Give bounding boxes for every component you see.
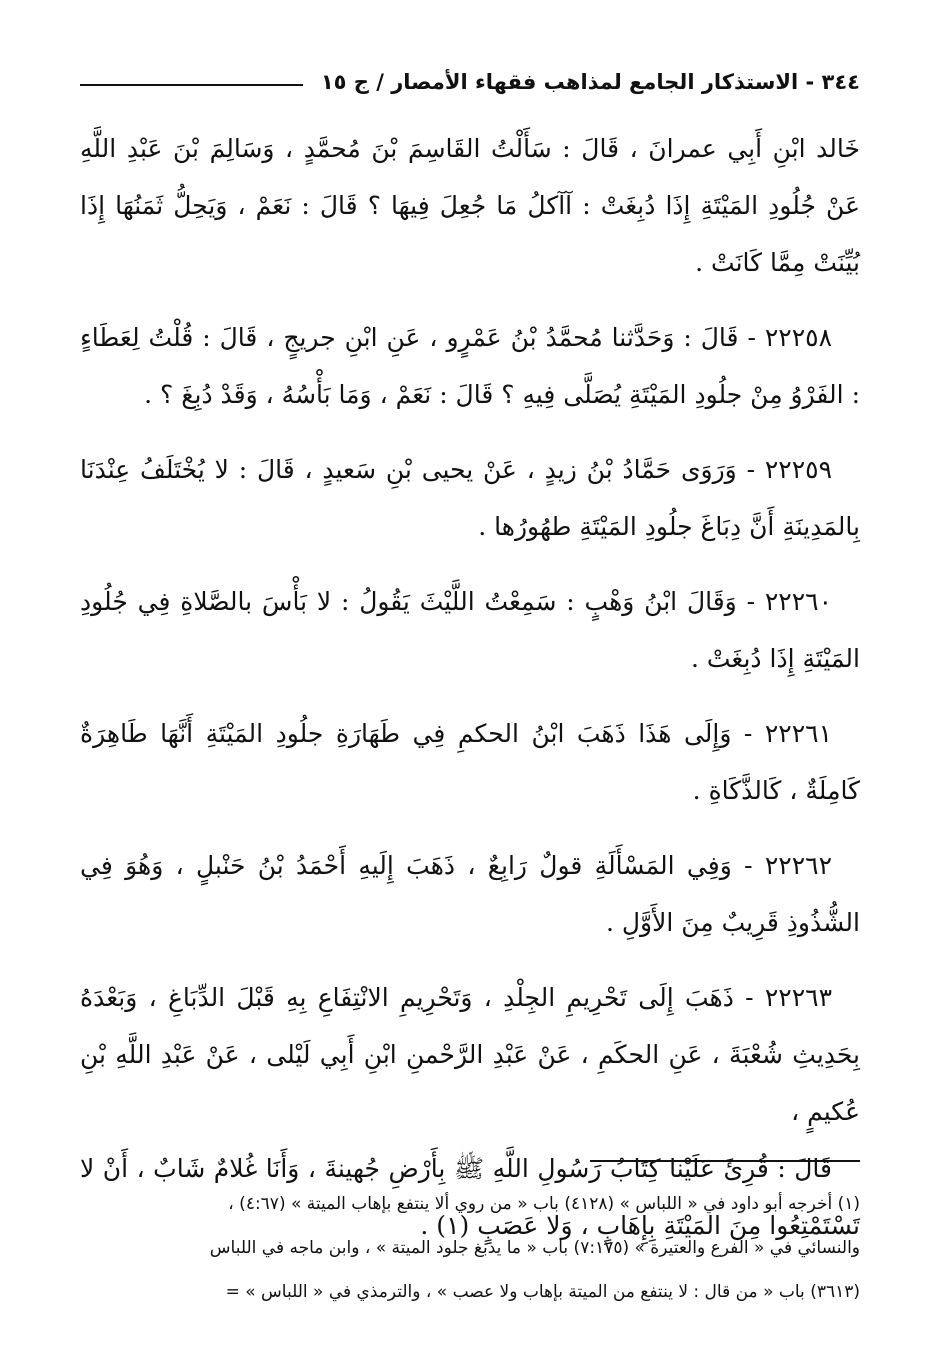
main-text (80, 120, 860, 1272)
footnote-line: (٣٦١٣) باب « من قال : لا ينتفع من الميتة بإهاب ولا عصب » ، والترمذي في « اللباس » = (225, 1282, 860, 1302)
footnote-separator (590, 1160, 860, 1162)
footnote-line: (١) أخرجه أبو داود في « اللباس » (٤١٢٨) باب « من روي ألا ينتفع بإهاب الميتة » (٤:٦٧) ، (228, 1194, 860, 1214)
paragraph-22258: ٢٢٢٥٨ - قَالَ : وَحَدَّثنا مُحمَّدُ بْنُ عَمْرٍو ، عَنِ ابْنِ جريجٍ ، قَالَ : قُلْتُ لِعَطَاءٍ : الفَرْوُ مِنْ جلُودِ المَيْتَةِ يُصَلَّى فِيهِ ؟ قَالَ : نَعَمْ ، وَمَا بَأْسُهُ ، وَقَدْ دُبِغَ ؟ . (80, 323, 860, 409)
header-title: ٣٤٤ - الاستذكار الجامع لمذاهب فقهاء الأمصار / ج ١٥ (320, 70, 860, 94)
paragraph-continuation: خَالد ابْنِ أَبِي عمرانَ ، قَالَ : سَأَلْتُ القَاسِمَ بْنَ مُحمَّدٍ ، وَسَالِمَ بْنَ عَبْدِ اللَّهِ عَنْ جُلُودِ المَيْتَةِ إِذَا دُبِغَتْ : آآكلُ مَا جُعِلَ فِيهَا ؟ قَالَ : نَعَمْ ، وَيَحِلُّ ثَمَنُهَا إِذَا بُيِّنَتْ مِمَّا كَانَتْ . (80, 134, 860, 277)
paragraph-22260: ٢٢٢٦٠ - وَقَالَ ابْنُ وَهْبٍ : سَمِعْتُ اللَّيْثَ يَقُولُ : لا بَأْسَ بالصَّلاةِ فِي جُلُودِ المَيْتَةِ إِذَا دُبِغَتْ . (80, 587, 860, 673)
running-header (80, 62, 860, 102)
paragraph-22259: ٢٢٢٥٩ - وَرَوَى حَمَّادُ بْنُ زيدٍ ، عَنْ يحيى بْنِ سَعيدٍ ، قَالَ : لا يُخْتَلَفُ عِنْدَنَا بِالمَدِينَةِ أَنَّ دِبَاغَ جلُودِ المَيْتَةِ طهُورُها . (80, 455, 860, 541)
paragraph-22263: ٢٢٢٦٣ - ذَهَبَ إِلَى تَحْرِيمِ الجِلْدِ ، وَتَحْرِيمِ الانْتِفَاعِ بِهِ قَبْلَ الدِّبَاغِ ، وَبَعْدَهُ بِحَدِيثِ شُعْبَةَ ، عَنِ الحكَمِ ، عَنْ عَبْدِ الرَّحْمنِ ابْنِ أَبِي لَيْلى ، عَنْ عَبْدِ اللَّهِ بْنِ عُكيمٍ ، (80, 983, 860, 1126)
footnotes (80, 1182, 860, 1314)
paragraph-22261: ٢٢٢٦١ - وَإِلَى هَذَا ذَهَبَ ابْنُ الحكمِ فِي طَهَارَةِ جلُودِ المَيْتَةِ أَنَّهَا طَاهِرَةٌ كَامِلَةٌ ، كَالذَّكَاةِ . (80, 719, 860, 805)
footnote-line: والنسائي في « الفرع والعتيرة » (٧:١٧٥) باب « ما يدبغ جلود الميتة » ، وابن ماجه في اللباس (209, 1238, 860, 1258)
header-rule (80, 84, 303, 86)
paragraph-22263-quote: قَالَ : قُرِئَ عَلَيْنا كِتَابُ رَسُولِ اللَّهِ ﷺ بِأَرْضِ جُهينةَ ، وَأَنَا غُلامٌ شَابٌ ، أَنْ لا تَسْتَمْتِعُوا مِنَ المَيْتَةِ بِإِهَابٍ ، وَلا عَصَبٍ (١) . (80, 1154, 860, 1240)
paragraph-22262: ٢٢٢٦٢ - وَفِي المَسْأَلَةِ قولٌ رَابِعٌ ، ذَهَبَ إِلَيهِ أَحْمَدُ بْنُ حَنْبلٍ ، وَهُوَ فِي الشُّذُوذِ قَرِيبٌ مِنَ الأَوَّلِ . (80, 851, 860, 937)
